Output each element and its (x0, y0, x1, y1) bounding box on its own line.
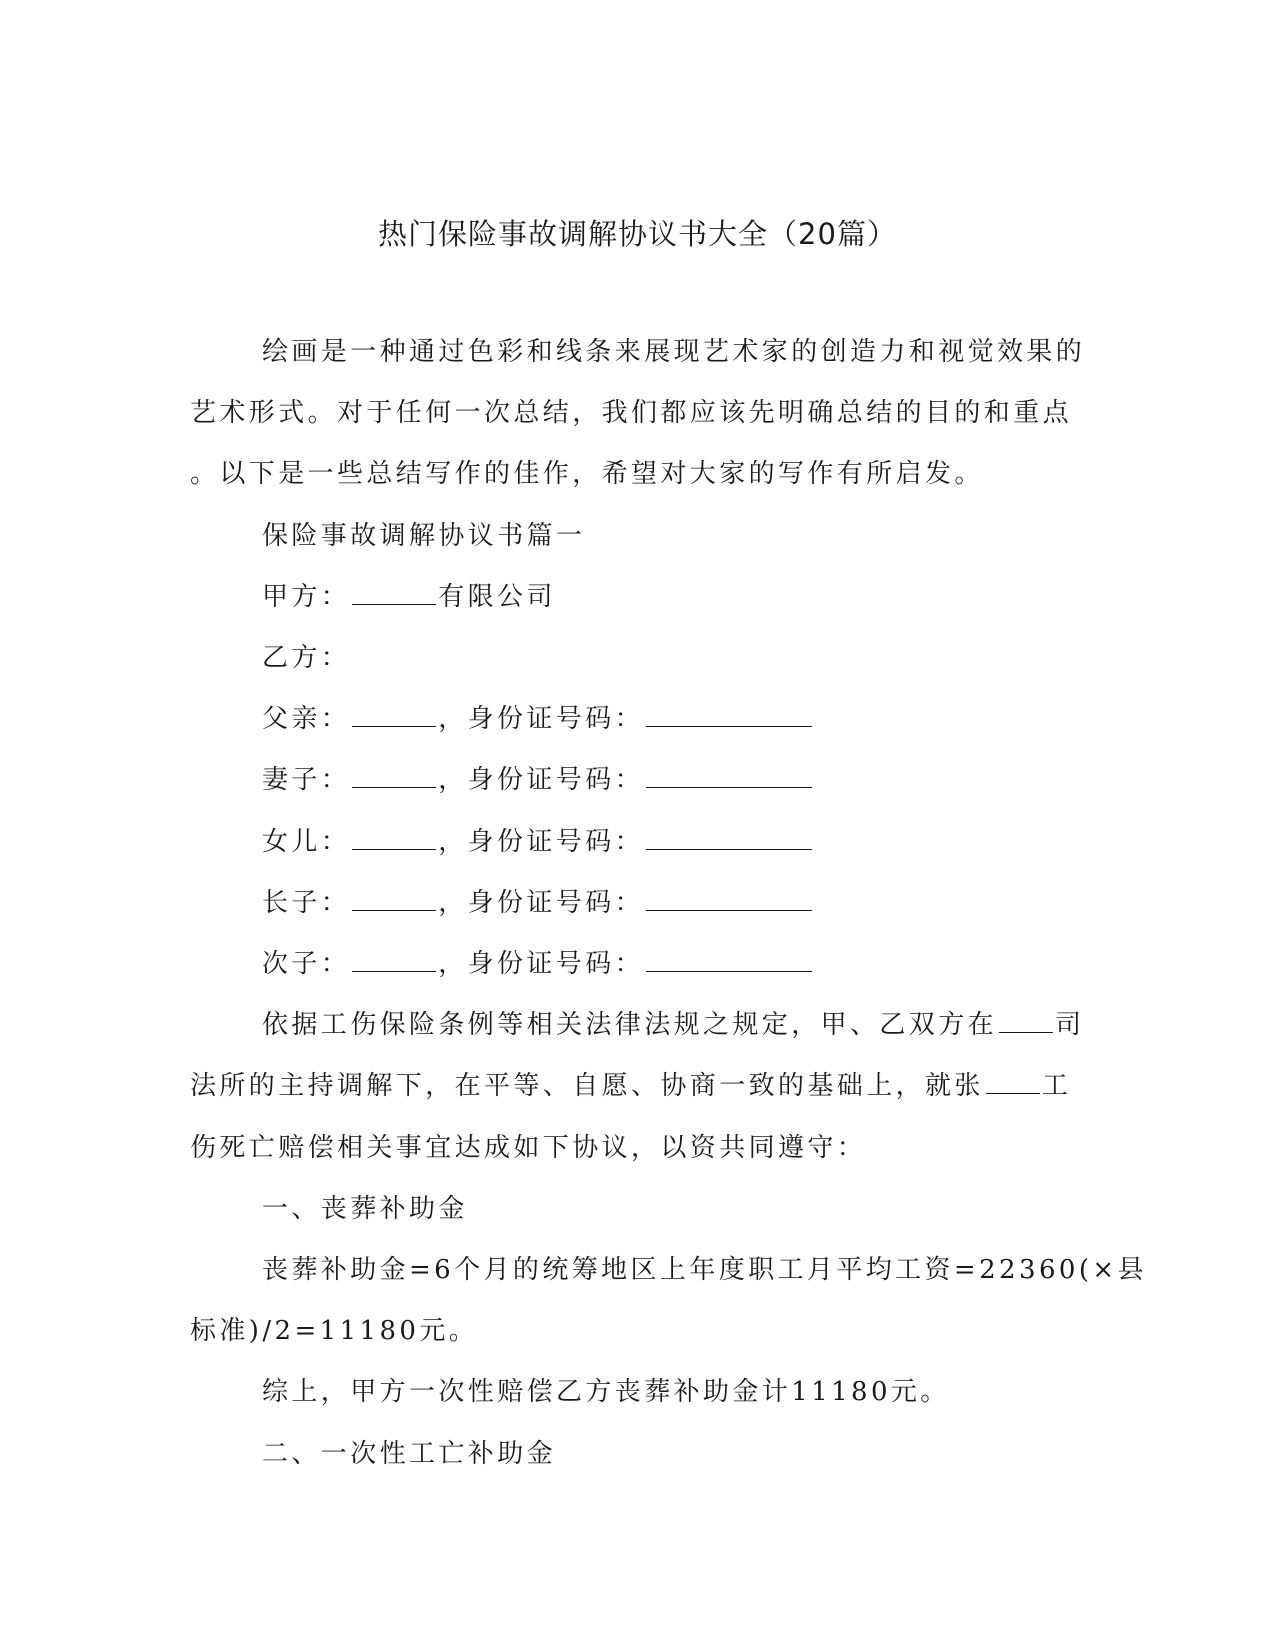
item2-heading: 二、一次性工亡补助金 (262, 1438, 557, 1469)
name-blank (986, 1071, 1040, 1094)
party-b-label: 乙方： (262, 643, 351, 674)
name-blank (352, 949, 436, 972)
intro-line-1: 绘画是一种通过色彩和线条来展现艺术家的创造力和视觉效果的 (262, 337, 1086, 367)
id-label: ，身份证号码： (438, 949, 645, 980)
party-a-line (190, 567, 1080, 628)
id-label: ，身份证号码： (438, 887, 645, 918)
family-row-wife (190, 750, 1080, 811)
id-blank (646, 704, 812, 727)
party-a-suffix: 有限公司 (438, 581, 556, 612)
family-label: 女儿： (262, 826, 351, 857)
id-label: ，身份证号码： (438, 765, 645, 796)
family-label: 次子： (262, 949, 351, 980)
name-blank (352, 827, 436, 850)
document-title: 热门保险事故调解协议书大全（20篇） (378, 217, 897, 251)
family-row-eldest-son (190, 873, 1080, 934)
item1-summary: 综上，甲方一次性赔偿乙方丧葬补助金计11180元。 (262, 1377, 950, 1408)
basis-line-1 (190, 995, 1085, 1056)
location-blank (999, 1010, 1053, 1033)
intro-line-2: 艺术形式。对于任何一次总结，我们都应该先明确总结的目的和重点 (190, 398, 1073, 429)
name-blank (352, 704, 436, 727)
party-a-blank (352, 582, 436, 605)
family-label: 父亲： (262, 704, 351, 735)
item1-formula-line-2: 标准)/2=11180元。 (190, 1316, 479, 1347)
basis-text: 司 (1055, 1010, 1085, 1041)
id-blank (646, 949, 812, 972)
party-a-label: 甲方： (262, 581, 351, 612)
id-blank (646, 888, 812, 911)
section-heading: 保险事故调解协议书篇一 (262, 520, 586, 551)
id-blank (646, 827, 812, 850)
family-row-father (190, 689, 1080, 750)
id-label: ，身份证号码： (438, 704, 645, 735)
family-row-daughter (190, 812, 1080, 873)
party-b-line (190, 628, 1080, 689)
basis-line-2 (190, 1056, 1080, 1117)
family-label: 长子： (262, 887, 351, 918)
document-body (190, 322, 1147, 1485)
basis-text: 依据工伤保险条例等相关法律法规之规定，甲、乙双方在 (262, 1010, 998, 1041)
item1-formula-line-1: 丧葬补助金=6个月的统筹地区上年度职工月平均工资=22360(×县 (262, 1255, 1147, 1286)
basis-line-3: 伤死亡赔偿相关事宜达成如下协议，以资共同遵守： (190, 1132, 867, 1163)
family-label: 妻子： (262, 765, 351, 796)
basis-text: 法所的主持调解下，在平等、自愿、协商一致的基础上，就张 (190, 1071, 984, 1102)
family-row-second-son (190, 934, 1080, 995)
name-blank (352, 888, 436, 911)
name-blank (352, 765, 436, 788)
intro-line-3: 。以下是一些总结写作的佳作，希望对大家的写作有所启发。 (190, 459, 984, 490)
item1-heading: 一、丧葬补助金 (262, 1193, 468, 1224)
id-label: ，身份证号码： (438, 826, 645, 857)
id-blank (646, 765, 812, 788)
basis-text: 工 (1041, 1071, 1072, 1102)
